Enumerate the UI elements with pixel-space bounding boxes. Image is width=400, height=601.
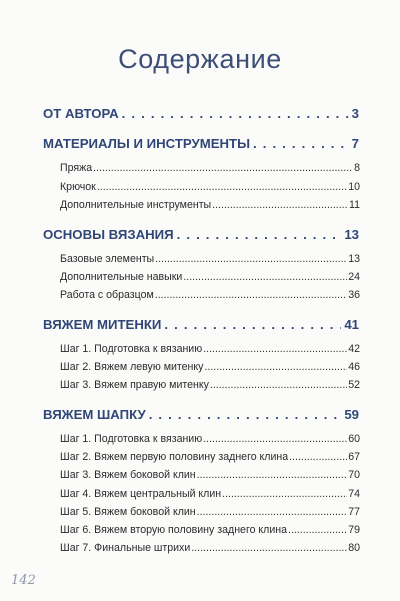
toc-leader xyxy=(253,136,349,151)
toc-item[interactable] xyxy=(0,488,400,500)
toc-page: 67 xyxy=(348,451,360,463)
toc-item[interactable] xyxy=(0,524,400,536)
toc-page: 7 xyxy=(351,136,359,151)
toc-label: Пряжа xyxy=(60,162,93,174)
toc-section[interactable] xyxy=(0,317,400,332)
toc-page: 3 xyxy=(351,106,359,121)
toc-item[interactable] xyxy=(0,253,400,265)
toc-page: 52 xyxy=(348,379,360,391)
toc-item[interactable] xyxy=(0,379,400,391)
toc-leader xyxy=(93,162,353,174)
page-title: Содержание xyxy=(118,44,282,74)
toc-section[interactable] xyxy=(0,136,400,151)
toc-leader xyxy=(97,181,347,193)
toc-item[interactable] xyxy=(0,506,400,518)
toc-page: 74 xyxy=(348,488,360,500)
toc-item[interactable] xyxy=(0,289,400,301)
toc-label: Шаг 2. Вяжем первую половину заднего клина xyxy=(60,451,289,463)
toc-page: 80 xyxy=(348,542,360,554)
toc-label: Работа с образцом xyxy=(60,289,154,301)
toc-leader xyxy=(191,542,347,554)
toc-leader xyxy=(155,289,347,301)
toc-leader xyxy=(212,199,348,211)
toc-page: 79 xyxy=(348,524,360,536)
toc-page: 60 xyxy=(348,433,360,445)
toc-leader xyxy=(203,343,347,355)
toc-page: 41 xyxy=(344,317,359,332)
toc-page: 13 xyxy=(344,227,359,242)
toc-item[interactable] xyxy=(0,343,400,355)
toc-page: 36 xyxy=(348,289,360,301)
toc-page: 8 xyxy=(354,162,360,174)
toc-label: МАТЕРИАЛЫ И ИНСТРУМЕНТЫ xyxy=(43,136,250,151)
toc-label: Шаг 7. Финальные штрихи xyxy=(60,542,191,554)
toc-leader xyxy=(288,524,347,536)
toc-leader xyxy=(122,106,349,121)
toc-label: ОСНОВЫ ВЯЗАНИЯ xyxy=(43,227,174,242)
toc-item[interactable] xyxy=(0,162,400,174)
toc-section[interactable] xyxy=(0,227,400,242)
toc-leader xyxy=(203,433,347,445)
toc-page: 11 xyxy=(349,199,360,211)
toc-label: Шаг 1. Подготовка к вязанию xyxy=(60,343,203,355)
toc-label: Крючок xyxy=(60,181,96,193)
toc-leader xyxy=(155,253,347,265)
toc-item[interactable] xyxy=(0,199,400,211)
toc-label: Базовые элементы xyxy=(60,253,155,265)
toc-page: 46 xyxy=(348,361,360,373)
toc-item[interactable] xyxy=(0,542,400,554)
toc-page: 24 xyxy=(348,271,360,283)
toc-label: Дополнительные инструменты xyxy=(60,199,212,211)
toc-leader xyxy=(164,317,341,332)
toc-item[interactable] xyxy=(0,469,400,481)
toc-label: Дополнительные навыки xyxy=(60,271,183,283)
toc-page: 59 xyxy=(344,407,359,422)
toc-leader xyxy=(197,506,348,518)
toc-label: Шаг 6. Вяжем вторую половину заднего клина xyxy=(60,524,288,536)
toc-leader xyxy=(210,379,347,391)
toc-item[interactable] xyxy=(0,271,400,283)
toc-leader xyxy=(197,469,348,481)
toc-page: 13 xyxy=(348,253,360,265)
toc-section[interactable] xyxy=(0,407,400,422)
toc-leader xyxy=(222,488,347,500)
toc-item[interactable] xyxy=(0,433,400,445)
toc-label: Шаг 5. Вяжем боковой клин xyxy=(60,506,196,518)
toc-label: Шаг 2. Вяжем левую митенку xyxy=(60,361,204,373)
toc-item[interactable] xyxy=(0,181,400,193)
toc-page: 70 xyxy=(348,469,360,481)
toc-leader xyxy=(183,271,347,283)
toc-leader xyxy=(149,407,342,422)
toc-label: Шаг 3. Вяжем боковой клин xyxy=(60,469,196,481)
toc-label: Шаг 3. Вяжем правую митенку xyxy=(60,379,209,391)
toc-item[interactable] xyxy=(0,451,400,463)
page-number: 142 xyxy=(11,573,36,588)
toc-page: 77 xyxy=(348,506,360,518)
toc-section[interactable] xyxy=(0,106,400,121)
toc-leader xyxy=(204,361,347,373)
toc-item[interactable] xyxy=(0,361,400,373)
toc-label: Шаг 4. Вяжем центральный клин xyxy=(60,488,222,500)
toc-label: ОТ АВТОРА xyxy=(43,106,119,121)
toc-leader xyxy=(177,227,342,242)
toc-page: 42 xyxy=(348,343,360,355)
toc-label: ВЯЖЕМ ШАПКУ xyxy=(43,407,146,422)
toc-label: Шаг 1. Подготовка к вязанию xyxy=(60,433,203,445)
toc-label: ВЯЖЕМ МИТЕНКИ xyxy=(43,317,162,332)
toc-page: 10 xyxy=(348,181,360,193)
toc-leader xyxy=(289,451,347,463)
